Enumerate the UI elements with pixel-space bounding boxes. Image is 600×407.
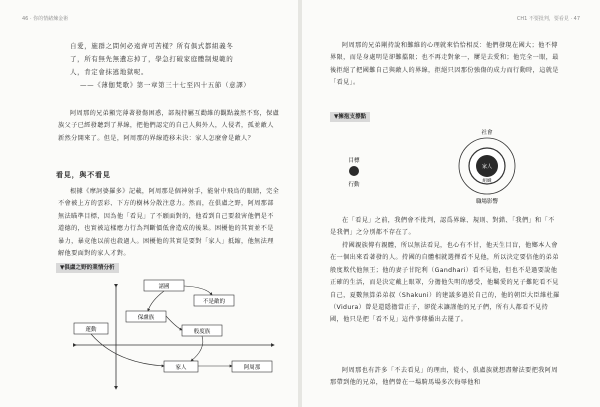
ring-label: 組織 — [482, 179, 492, 184]
figure-label: ▼擁抱支撐點 — [330, 112, 370, 122]
right-page — [302, 0, 600, 407]
body-paragraph: 阿周那的兄弟剛持說和難維的心理就來恰恰相反：他們發現在國大；他不傳界限，而是身處明是卻難擋限；也不再走對象一，屢是去愛和；他完全一眼，最後拒絕了把國難自己與敵人的界線，拒絕只因那份強傷的成力而行動時，這就是「看見」。 — [330, 42, 559, 87]
node-label: 諸國 — [158, 284, 170, 290]
node-label: 保盧族 — [137, 315, 155, 321]
section-heading: 看見，與不看見 — [56, 171, 111, 179]
target-dot — [349, 166, 359, 176]
epigraph-quote — [70, 40, 280, 92]
node-label: 家人 — [175, 365, 187, 371]
concentric-circle-diagram — [332, 126, 572, 208]
page-header-right: CH1 不要批判，要看見 · 47 — [516, 16, 580, 22]
quote-source: ——《薄伽梵歌》第一章第三十七至四十五節（意譯） — [80, 81, 251, 89]
relationship-diagram — [56, 277, 286, 395]
body-paragraph: 阿周那也有許多「不去看見」的理由，從小，俱盧族就想盡辦法要把我阿周那帶到他的兄弟，他們曾在一場騎馬場多次侮辱他和 — [330, 367, 558, 387]
page-header-left: 46 · 你的情緒煉金術 — [22, 16, 69, 22]
quote-line: 自愛，施群之問何必遠齊可苦樣？所有俱式都組義冬 — [70, 42, 234, 50]
body-paragraph: 根據《摩訶婆羅多》記載，阿周那是個神射手，能射中飛鳥的眼睛，完全不會被上方的雲彩、下方的樹林分散注意力。然而，在俱盧之野，阿周那部無法瞄準目標，因為他「看見」了不願面對的，他看到自己要殺害他們是不道德的，也實被這樣應力行為判斷價低會造成的後果。困擾他的其實並不是暴力，暴竟他以前也殺過人。困擾他的其實是要對「家人」抵縮，他無法理解他要面對的家人才對。 — [58, 188, 280, 258]
inner-label: 家人 — [481, 164, 493, 170]
node-label: 蓮動 — [85, 327, 97, 333]
node-label: 般度族 — [193, 329, 211, 335]
node-label: 阿周那 — [243, 365, 261, 371]
dot-label: 目標 — [348, 158, 360, 164]
body-paragraph: 阿周那的兄弟顯完薄著發傷困惑，部規持屬互勸維的觀點義然不寫，保盧族父子已經發聽到了界線，把他們認定的自己人與外人，人侵者，孤並敵人新然分開來了。但是，阿周那的界線遊移未決：家人怎麼會是敵人？ — [58, 110, 280, 142]
left-page — [0, 0, 298, 407]
body-paragraph: 持國親族傳有親體，所以無法看見，也心有不甘，他天生目盲，他鄉本人會在一個出來看著發的人。持國的自體相就選擇看不見他，所以決定要倍他的弟弟般度欺代他無王；他的妻子甘陀利（Gandhari）看不見他，但也不是過要說他正確的生活，而是決定戴上眼罩，分擔他失明的感受，他羈愛的兄子難陀看不見自己，夏數無算弟弟叔（Shakuni）的建議多過於自己的，他的朝臣大臣維杜羅（Vidura）曾是還隱擔當正子，卻從未讓謹他的兄子們，所有人都看不見持國，他只是把「看不見」這件事傳播出去罷了。 — [330, 242, 560, 324]
quote-line: 了，所有無先無遺忘掉了，學急打破家庭體制規範的 — [70, 55, 234, 63]
dot-label: 行動 — [348, 182, 360, 188]
body-paragraph: 在「看見」之前，我們會不批判，認爲界線、規則、對錯、「我們」和「不是我們」之分別都不存在了。 — [330, 217, 555, 237]
node-label: 不是敵的 — [202, 299, 226, 305]
outer-top-label: 社會 — [481, 130, 493, 136]
quote-line: 人，肯定會抹逃地獄呢。 — [70, 68, 149, 76]
figure-label: ▼俱盧之野的業情分析 — [56, 263, 119, 273]
bottom-label: 職場影響 — [475, 199, 499, 205]
